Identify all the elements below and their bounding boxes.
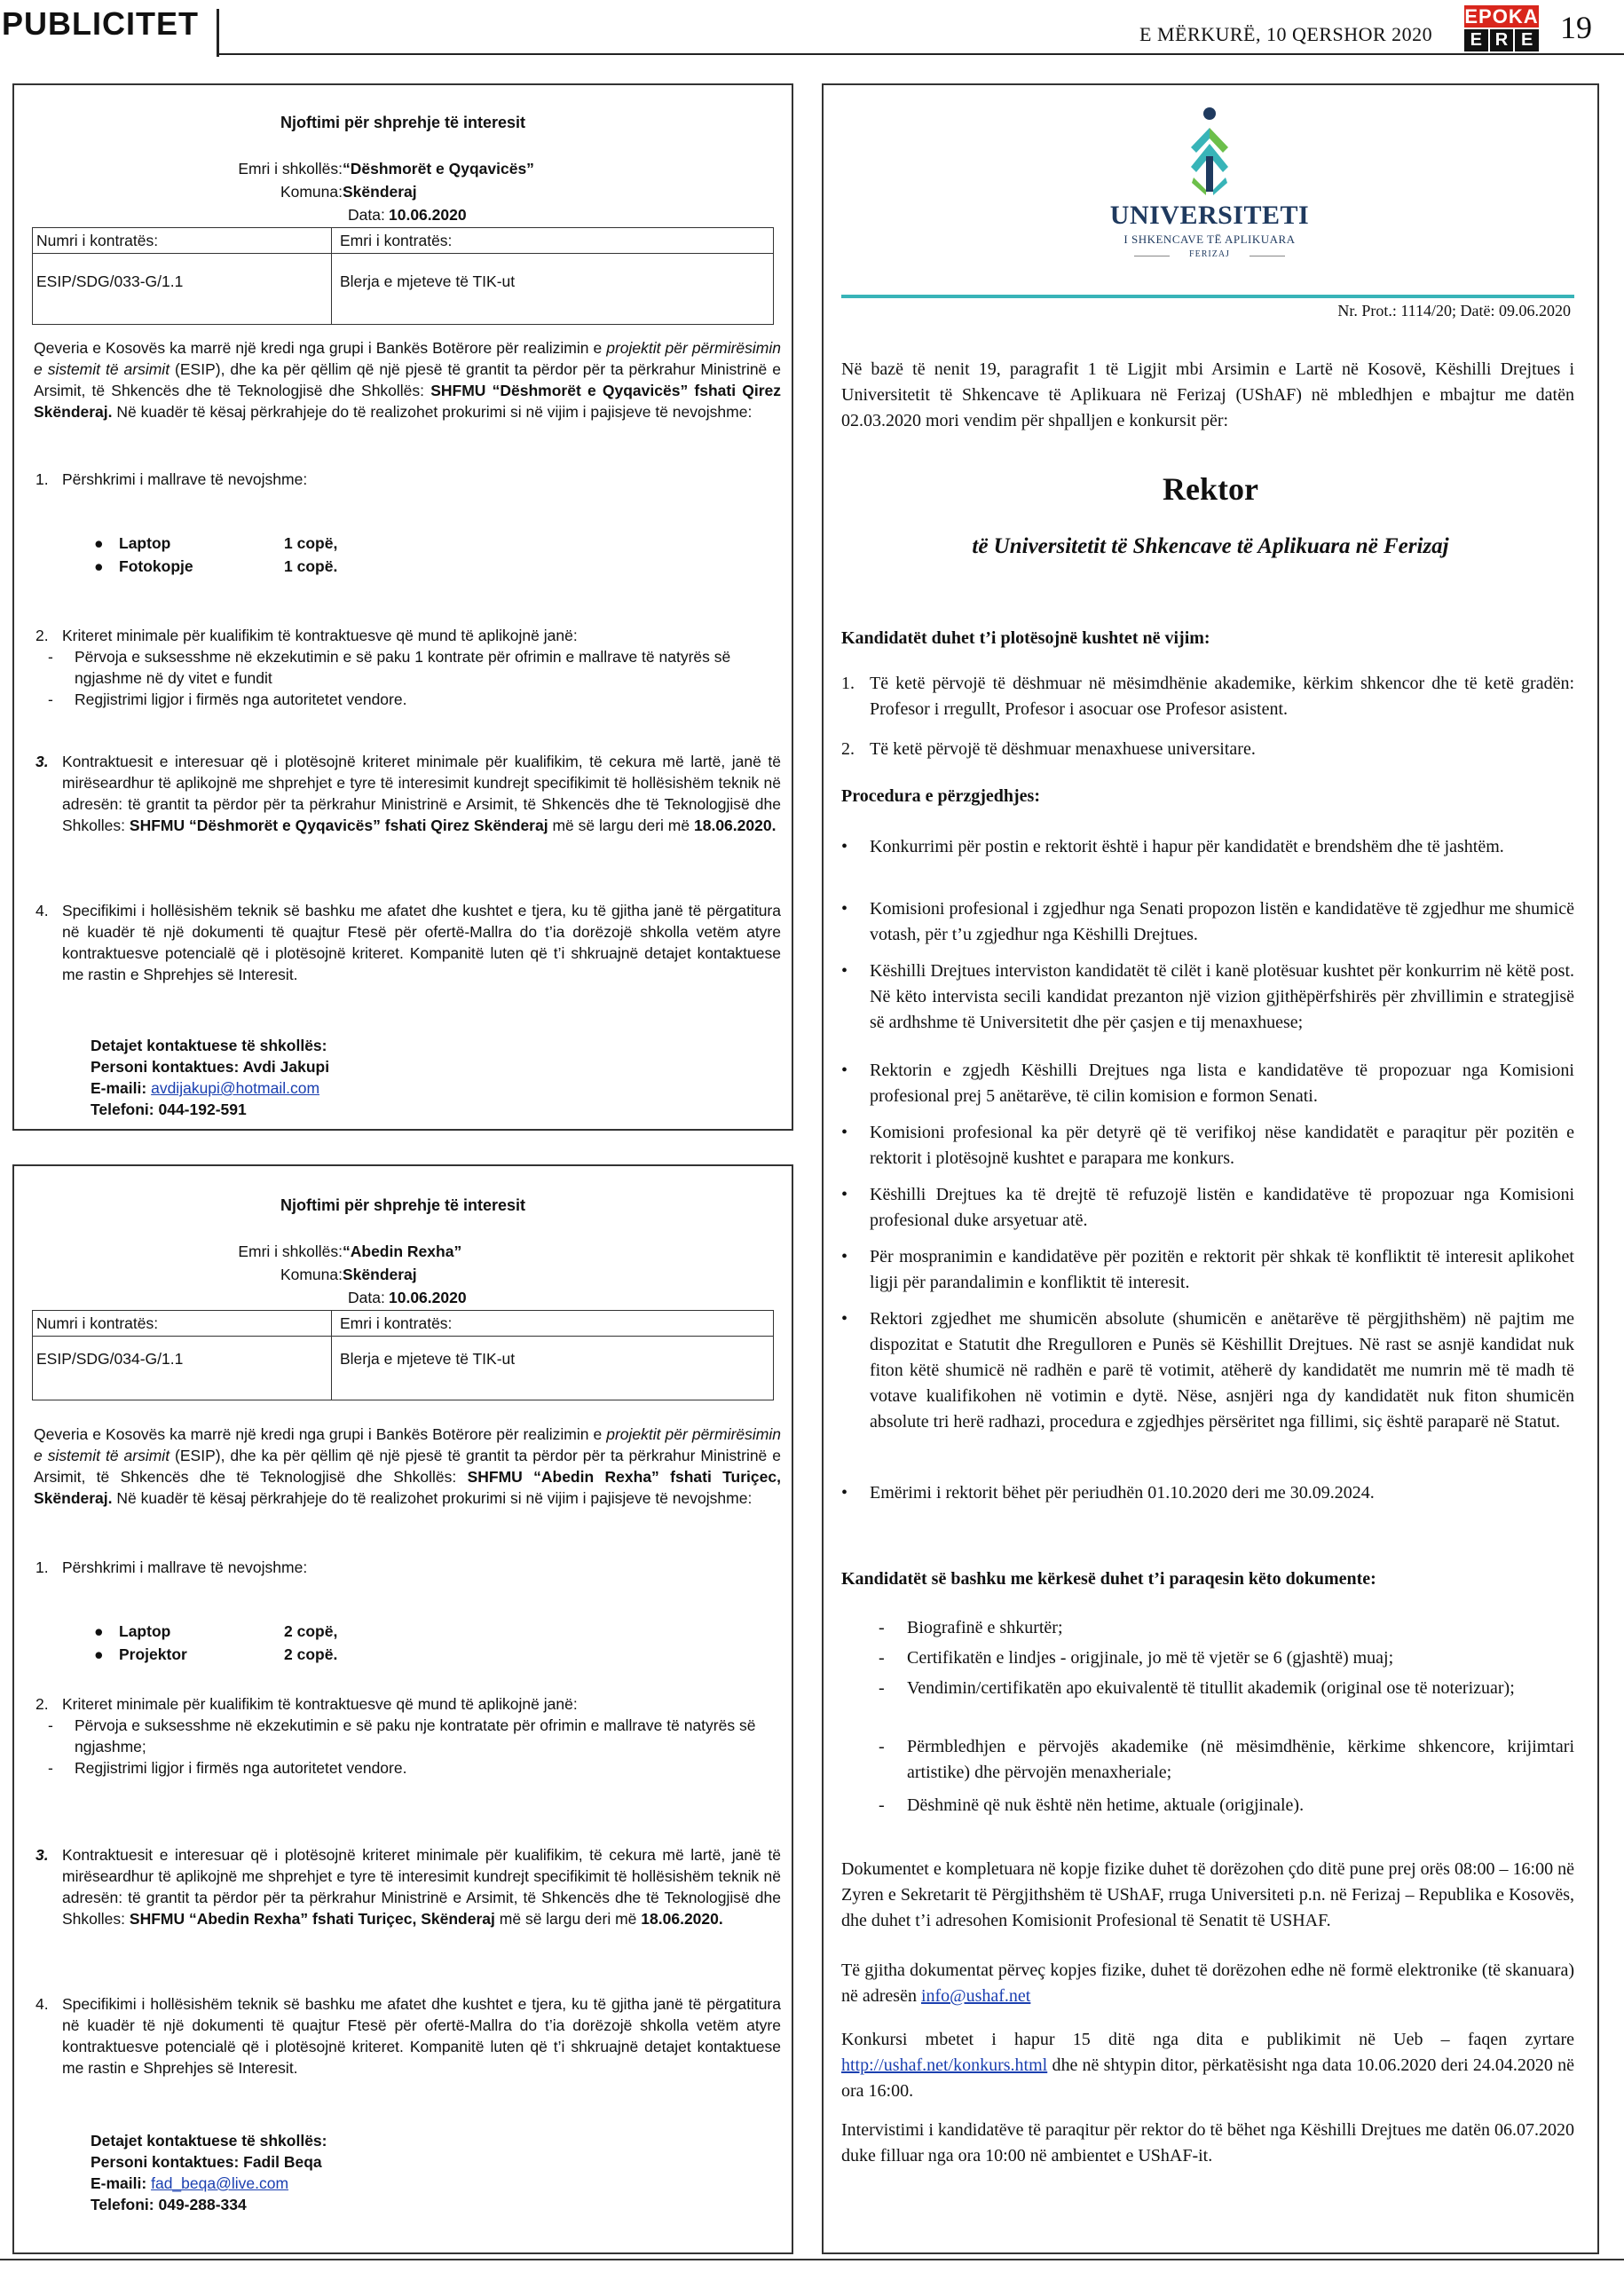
intro-text: (ESIP), dhe ka për qëllim që një pjesë të grantit ta përdor për ta përkrahur Ministrinë e Arsimit, të Shkencës dhe të Teknologjisë dhe Shkollës: <box>34 1447 781 1486</box>
contacts-title: Detajet kontaktuese të shkollës: <box>91 2132 327 2150</box>
item-number: 4. <box>35 902 49 919</box>
sub-item <box>48 689 776 710</box>
list-item <box>35 751 781 836</box>
logo-top-text: EPOKA <box>1464 5 1539 28</box>
school-label: Emri i shkollës: <box>238 1242 343 1260</box>
goods-item <box>94 1621 338 1642</box>
item-text: Përshkrimi i mallrave të nevojshme: <box>62 470 308 488</box>
page-number: 19 <box>1560 10 1592 45</box>
procedure-item <box>841 1306 1574 1435</box>
municipality-label-row <box>147 1264 343 1285</box>
conditions-title: Kandidatët duhet t’i plotësojnë kushtet në vijim: <box>841 628 1210 648</box>
goods-item <box>94 1644 338 1665</box>
date-label: Data: <box>348 1289 385 1306</box>
sub-text: Regjistrimi ligjor i firmës nga autoritetet vendore. <box>75 690 407 708</box>
item-text: Kriteret minimale për kualifikim të kontraktuesve që mund të aplikojnë janë: <box>62 1695 578 1713</box>
item-text: Specifikimi i hollësishëm teknik së bashku me afatet dhe kushtet e tjera, ku të gjitha janë të përgatitura në kuadër të një dokumenti të quajtur Ftesë për ofertë-Mallra do t’ia dorëzojë shkolla vetëm atyre kontraktuesve potencialë që i plotësojnë kriteret. Kompanitë luten që t’i shkruajnë detajet kontaktuese me rastin e Shprehjes së Interesit. <box>62 902 781 983</box>
school-label: Emri i shkollës: <box>238 160 343 178</box>
item-number: 2. <box>35 1695 49 1713</box>
deadline-date: 18.06.2020. <box>641 1910 723 1928</box>
goods-name: Laptop <box>119 1622 171 1640</box>
bullet-icon: • <box>841 1061 848 1080</box>
dash: - <box>48 690 53 708</box>
item-text: Kriteret minimale për kualifikim të kontraktuesve që mund të aplikojnë janë: <box>62 627 578 644</box>
item-number: 2. <box>35 627 49 644</box>
school-label-row <box>147 1241 343 1262</box>
deadline-date: 18.06.2020. <box>694 816 777 834</box>
dash: - <box>879 1795 885 1815</box>
goods-qty: 1 copë. <box>284 557 338 575</box>
sub-item <box>48 646 776 689</box>
document-text: Dëshminë që nuk është nën hetime, aktuale (origjinale). <box>907 1795 1305 1815</box>
issue-date: E MËRKURË, 10 QERSHOR 2020 <box>1139 23 1433 45</box>
document-item <box>879 1615 1574 1641</box>
header-divider <box>217 9 219 57</box>
abstract-figure-logo-icon <box>1090 103 1329 201</box>
item-number: 1. <box>35 1558 49 1576</box>
university-ad <box>822 83 1599 2254</box>
contract-number-label: Numri i kontratës: <box>36 232 159 249</box>
intro-text: (ESIP), dhe ka për qëllim që një pjesë të grantit ta përdor për ta përkrahur Ministrinë e Arsimit, të Shkencës dhe të Teknologjisë dhe Shkollës: <box>34 360 781 399</box>
dash: - <box>879 1618 885 1637</box>
notice-title: Njoftimi për shprehje të interesit <box>280 1196 526 1214</box>
bullet-icon: • <box>841 961 848 981</box>
protocol-number: Nr. Prot.: 1114/20; Datë: 09.06.2020 <box>1337 302 1571 320</box>
procedure-text: Rektori zgjedhet me shumicën absolute (shumicën e anëtarëve të përgjithshëm) në pajtim me dispozitat e Statutit dhe Rregulloren e Punës së Këshillit Drejtues. Në rast se asnjë kandidat nuk fiton këtë shumicë në radhën e parë të votimit, atëherë dy kandidatët me numrin më të madh të votave kualifikohen në votimin e dytë. Nëse, asnjëri nga dy kandidatët nuk fiton shumicën absolute tri herë radhazi, procedura e zgjedhjes përsëritet nga fillimi, siç është paraparë në Statut. <box>870 1309 1574 1432</box>
contract-divider <box>331 228 332 324</box>
logo-name: UNIVERSITETI <box>1109 201 1310 230</box>
contact-person: Personi kontaktues: Fadil Beqa <box>91 2153 322 2171</box>
intro-project: projektit për përmirësimin e sistemit të arsimit <box>34 339 781 378</box>
bullet-icon: ● <box>94 1622 104 1640</box>
university-logo <box>1090 103 1329 263</box>
item-text: Përshkrimi i mallrave të nevojshme: <box>62 1558 308 1576</box>
list-item <box>35 1693 781 1715</box>
contract-number-label: Numri i kontratës: <box>36 1314 159 1332</box>
phone: Telefoni: 049-288-334 <box>91 2196 247 2213</box>
contract-divider <box>33 1336 773 1337</box>
condition-text: Të ketë përvojë të dëshmuar menaxhuese universitare. <box>870 739 1256 759</box>
intro-school: SHFMU “Abedin Rexha” fshati Turiçec, Skënderaj. <box>34 1468 781 1507</box>
sub-item <box>48 1757 776 1779</box>
document-text: Përmbledhjen e përvojës akademike (në mësimdhënie, kërkime shkencore, krijimtari artistike) dhe përvojën menaxheriale; <box>907 1737 1574 1782</box>
sub-item <box>48 1715 776 1757</box>
contract-table <box>32 1310 774 1400</box>
contract-divider <box>331 1311 332 1400</box>
item-number: 4. <box>35 1995 49 2013</box>
document-item <box>879 1734 1574 1786</box>
municipality-label: Komuna: <box>280 183 343 201</box>
dash: - <box>879 1737 885 1756</box>
open-text: dhe në shtypin ditor, përkatësisht nga data 10.06.2020 deri 24.04.2020 në ora 16:00. <box>841 2055 1575 2101</box>
goods-name: Laptop <box>119 534 171 552</box>
procedure-item <box>841 1120 1574 1172</box>
email-row <box>91 2173 327 2194</box>
intro-paragraph <box>34 1424 781 1509</box>
position-subtitle: të Universitetit të Shkencave të Aplikuara në Ferizaj <box>972 534 1449 558</box>
electronic-paragraph <box>841 1958 1574 2009</box>
procedure-item <box>841 958 1574 1036</box>
bullet-icon: ● <box>94 534 104 552</box>
condition-item <box>841 737 1574 762</box>
intro-paragraph: Në bazë të nenit 19, paragrafit 1 të Ligjit mbi Arsimin e Lartë në Kosovë, Këshilli Drejtues i Universitetit të Shkencave të Aplikuara në Ferizaj (UShAF) në mbledhjen e mbajtur me datën 02.03.2020 mori vendim për shpalljen e konkursit për: <box>841 359 1574 430</box>
position-title: Rektor <box>1163 471 1258 507</box>
municipality-label: Komuna: <box>280 1266 343 1283</box>
open-text: Konkursi mbetet i hapur 15 ditë nga dita e publikimit në Ueb – faqen zyrtare <box>841 2030 1574 2049</box>
list-item <box>35 1557 781 1578</box>
contract-table <box>32 227 774 325</box>
bullet-icon: ● <box>94 1645 104 1663</box>
intro-project: projektit për përmirësimin e sistemit të arsimit <box>34 1425 781 1464</box>
sub-text: Përvoja e suksesshme në ekzekutimin e së paku nje kontratate për ofrimin e mallrave të natyrës së ngjashme; <box>75 1716 756 1755</box>
date-value: 10.06.2020 <box>389 206 467 224</box>
procedure-item <box>841 1480 1574 1506</box>
electronic-text: Të gjitha dokumentat përveç kopjes fizike, duhet të dorëzohen edhe në formë elektronike (të skanuara) në adresën <box>841 1960 1574 2006</box>
dash: - <box>48 1716 53 1734</box>
procedure-text: Komisioni profesional i zgjedhur nga Senati propozon listën e kandidatëve të zgjedhur me shumicë votash, për t’u zgjedhur nga Këshilli Drejtues. <box>870 899 1574 944</box>
open-paragraph <box>841 2027 1574 2104</box>
phone: Telefoni: 044-192-591 <box>91 1100 247 1118</box>
document-item <box>879 1793 1574 1818</box>
logo-letter: E <box>1515 29 1539 51</box>
dash: - <box>879 1648 885 1668</box>
goods-item <box>94 532 338 554</box>
page-header <box>0 0 1624 57</box>
email-label: E-maili: <box>91 2174 147 2192</box>
procedure-text: Për mospranimin e kandidatëve për pozitën e rektorit për shkak të konfliktit të interesit aplikohet ligji për parandalimin e konfliktit të interesit. <box>870 1247 1574 1292</box>
school-name: “Abedin Rexha” <box>343 1242 462 1260</box>
goods-name: Fotokopje <box>119 557 193 575</box>
list-item <box>35 1844 781 1929</box>
documents-title: Kandidatët së bashku me kërkesë duhet t’i paraqesin këto dokumente: <box>841 1569 1376 1589</box>
procedure-item <box>841 1244 1574 1296</box>
interview-paragraph: Intervistimi i kandidatëve të paraqitur për rektor do të bëhet nga Këshilli Drejtues me datën 06.07.2020 duke filluar nga ora 10:00 në ambientet e UShAF-it. <box>841 2120 1574 2166</box>
list-item <box>35 900 781 985</box>
bullet-icon: • <box>841 1247 848 1266</box>
intro-text: Qeveria e Kosovës ka marrë një kredi nga grupi i Bankës Botërore për realizimin e <box>34 1425 603 1443</box>
intro-paragraph <box>34 337 781 422</box>
header-rule <box>217 53 1624 55</box>
document-text: Certifikatën e lindjes - origjinale, jo më të vjetër se 6 (gjashtë) muaj; <box>907 1648 1394 1668</box>
list-item <box>35 469 781 490</box>
intro-text: Qeveria e Kosovës ka marrë një kredi nga grupi i Bankës Botërore për realizimin e <box>34 339 603 357</box>
document-text: Vendimin/certifikatën apo ekuivalentë të titullit akademik (original ose të noterizuar); <box>907 1678 1515 1698</box>
contact-person: Personi kontaktues: Avdi Jakupi <box>91 1058 330 1076</box>
dash: - <box>48 1759 53 1777</box>
notice-box-2 <box>12 1164 793 2254</box>
procedure-item <box>841 834 1574 860</box>
date-label: Data: <box>348 206 385 224</box>
procedure-item <box>841 1182 1574 1234</box>
item-number: 3. <box>35 753 49 770</box>
intro-school: SHFMU “Dëshmorët e Qyqavicës” fshati Qirez Skënderaj. <box>34 382 781 421</box>
email-link[interactable]: fad_beqa@live.com <box>151 2174 289 2192</box>
goods-name: Projektor <box>119 1645 187 1663</box>
notice-box-1 <box>12 83 793 1131</box>
logo-sub: I SHKENCAVE TË APLIKUARA <box>1123 233 1296 246</box>
school-name: “Dëshmorët e Qyqavicës” <box>343 160 534 178</box>
logo-city: FERIZAJ <box>1189 249 1230 259</box>
item-number: 1. <box>35 470 49 488</box>
document-text: Biografinë e shkurtër; <box>907 1618 1063 1637</box>
bullet-icon: • <box>841 1123 848 1142</box>
condition-number: 1. <box>841 674 855 693</box>
procedure-item <box>841 896 1574 948</box>
contacts-block <box>91 1035 329 1120</box>
bullet-icon: • <box>841 1309 848 1329</box>
email-link[interactable]: info@ushaf.net <box>920 1986 1031 2006</box>
contract-name-label: Emri i kontratës: <box>340 232 453 249</box>
item-text: Kontraktuesit e interesuar që i plotësojnë kriteret minimale për kualifikim, të cekura më lartë, janë të mirëseardhur të aplikojnë me shprehjet e tyre të interesimit kundrejt specifikimit të hollësishëm teknik në adresën: të grantit ta përdor për ta përkrahur Ministrinë e Arsimit, të Shkencës dhe të Teknologjisë dhe Shkolles: <box>62 753 781 834</box>
newspaper-logo <box>1464 5 1539 51</box>
logo-letter: E <box>1464 29 1488 51</box>
footer-rule <box>0 2259 1624 2260</box>
procedure-text: Konkurrimi për postin e rektorit është i hapur për kandidatët e brendshëm dhe të jashtëm. <box>870 837 1504 856</box>
procedure-text: Komisioni profesional ka për detyrë që të verifikoj nëse kandidatët e paraqitur për pozitën e rektorit i plotësojnë kushtet e parapara me konkurs. <box>870 1123 1574 1168</box>
dash: - <box>879 1678 885 1698</box>
intro-text: Në kuadër të kësaj përkrahjeje do të realizohet prokurimi si në vijim i pajisjeve të nevojshme: <box>116 403 753 421</box>
email-link[interactable]: avdijakupi@hotmail.com <box>151 1079 320 1097</box>
municipality-value: Skënderaj <box>343 183 417 201</box>
item-text: më së largu deri më <box>499 1910 637 1928</box>
municipality-value: Skënderaj <box>343 1266 417 1283</box>
procedure-text: Emërimi i rektorit bëhet për periudhën 01.10.2020 deri me 30.09.2024. <box>870 1483 1375 1503</box>
sub-text: Përvoja e suksesshme në ekzekutimin e së paku 1 kontrate për ofrimin e mallrave të natyrës së ngjashme në dy vitet e fundit <box>75 648 731 687</box>
procedure-title: Procedura e përzgjedhjes: <box>841 786 1041 806</box>
delivery-paragraph: Dokumentet e kompletuara në kopje fizike duhet të dorëzohen çdo ditë pune prej orës 08:00 – 16:00 në Zyren e Sekretarit të Përgjithshëm të UShAF, rruga Universiteti p.n. në Ferizaj – Republika e Kosovës, dhe duhet t’i adresohen Komisionit Profesional të Senatit të USHAF. <box>841 1859 1574 1930</box>
dash: - <box>48 648 53 666</box>
teal-rule <box>841 295 1574 298</box>
date-value: 10.06.2020 <box>389 1289 467 1306</box>
contract-divider <box>33 253 773 254</box>
contacts-title: Detajet kontaktuese të shkollës: <box>91 1037 327 1054</box>
document-item <box>879 1676 1574 1701</box>
item-text: Kontraktuesit e interesuar që i plotësojnë kriteret minimale për kualifikim, të cekura më lartë, janë të mirëseardhur të aplikojnë me shprehjet e tyre të interesimit kundrejt specifikimit të hollësishëm teknik në adresën: të grantit ta përdor për ta përkrahur Ministrinë e Arsimit, të Shkencës dhe të Teknologjisë dhe Shkolles: <box>62 1846 781 1928</box>
goods-item <box>94 556 338 577</box>
goods-qty: 2 copë. <box>284 1645 338 1663</box>
goods-qty: 1 copë, <box>284 534 338 552</box>
bullet-icon: • <box>841 1483 848 1503</box>
document-item <box>879 1645 1574 1671</box>
procedure-item <box>841 1058 1574 1109</box>
item-text: Specifikimi i hollësishëm teknik së bashku me afatet dhe kushtet e tjera, ku të gjitha janë të përgatitura në kuadër të një dokumenti të quajtur Ftesë për ofertë-Mallra do t’ia dorëzojë shkolla vetëm atyre kontraktuesve potencialë që i plotësojnë kriteret. Kompanitë luten që t’i shkruajnë detajet kontaktuese me rastin e Shprehjes së Interesit. <box>62 1995 781 2077</box>
condition-text: Të ketë përvojë të dëshmuar në mësimdhënie akademike, kërkim shkencor dhe të ketë gradën: Profesor i rregullt, Profesor i asocuar ose Profesor asistent. <box>870 674 1574 719</box>
item-number: 3. <box>35 1846 49 1864</box>
school-label-row <box>147 158 343 179</box>
intro-text: Në kuadër të kësaj përkrahjeje do të realizohet prokurimi si në vijim i pajisjeve të nevojshme: <box>116 1489 753 1507</box>
list-item <box>35 625 781 646</box>
goods-qty: 2 copë, <box>284 1622 338 1640</box>
sub-text: Regjistrimi ligjor i firmës nga autoritetet vendore. <box>75 1759 407 1777</box>
konkurs-link[interactable]: http://ushaf.net/konkurs.html <box>841 2055 1048 2075</box>
logo-letter: R <box>1490 29 1514 51</box>
section-name: PUBLICITET <box>2 5 199 42</box>
item-school: SHFMU “Dëshmorët e Qyqavicës” fshati Qirez Skënderaj <box>129 816 548 834</box>
contract-name: Blerja e mjeteve të TIK-ut <box>340 272 516 290</box>
bullet-icon: • <box>841 899 848 919</box>
notice-title: Njoftimi për shprehje të interesit <box>280 114 526 131</box>
email-row <box>91 1077 329 1099</box>
contract-name-label: Emri i kontratës: <box>340 1314 453 1332</box>
condition-number: 2. <box>841 739 855 759</box>
list-item <box>35 1993 781 2079</box>
contacts-block <box>91 2130 327 2215</box>
municipality-label-row <box>147 181 343 202</box>
bullet-icon: • <box>841 837 848 856</box>
procedure-text: Rektorin e zgjedh Këshilli Drejtues nga lista e kandidatëve të propozuar nga Komisioni profesional prej 5 anëtarëve, të cilin komision e formon Senati. <box>870 1061 1574 1106</box>
logo-bottom <box>1464 29 1539 51</box>
email-label: E-maili: <box>91 1079 147 1097</box>
bullet-icon: ● <box>94 557 104 575</box>
bullet-icon: • <box>841 1185 848 1204</box>
item-text: më së largu deri më <box>552 816 690 834</box>
contract-number: ESIP/SDG/033-G/1.1 <box>36 272 184 290</box>
procedure-text: Këshilli Drejtues ka të drejtë të refuzojë listën e kandidatëve të propozuar nga Komisioni profesional duke arsyetuar atë. <box>870 1185 1574 1230</box>
item-school: SHFMU “Abedin Rexha” fshati Turiçec, Skënderaj <box>129 1910 495 1928</box>
contract-name: Blerja e mjeteve të TIK-ut <box>340 1350 516 1368</box>
contract-number: ESIP/SDG/034-G/1.1 <box>36 1350 184 1368</box>
condition-item <box>841 671 1574 722</box>
procedure-text: Këshilli Drejtues interviston kandidatët të cilët i kanë plotësuar kushtet për konkurrim në këtë post. Në këto intervista secili kandidat prezanton një vizion gjithëpërfshirës për zhvillimin e strategjisë së ardhshme të Universitetit dhe për çasjen e tij menaxhuese; <box>870 961 1574 1032</box>
